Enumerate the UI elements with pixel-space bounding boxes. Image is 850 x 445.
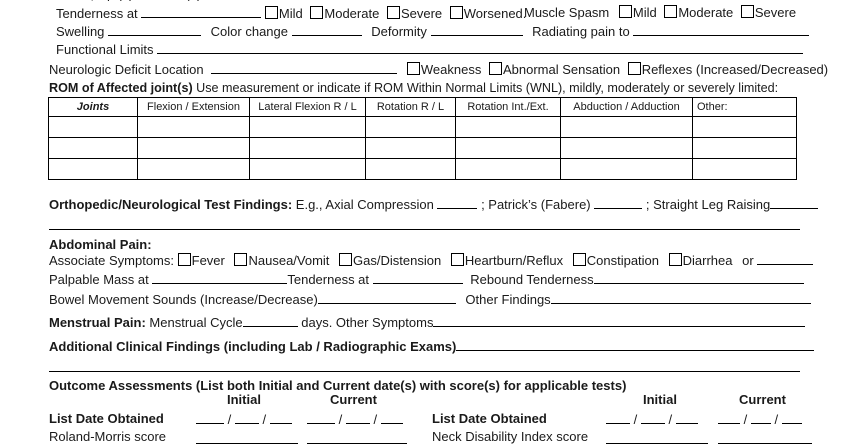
moderate-checkbox[interactable] <box>310 6 323 19</box>
table-cell[interactable] <box>49 159 138 180</box>
table-cell[interactable] <box>138 138 250 159</box>
tenderness-label: Tenderness at <box>56 6 138 21</box>
other-findings-label: Other Findings <box>465 292 551 307</box>
assoc-label: Associate Symptoms: <box>49 253 174 268</box>
ms-moderate-checkbox[interactable] <box>664 5 677 18</box>
additional-row <box>49 338 814 355</box>
current-label-2: Current <box>739 392 786 407</box>
ms-moderate-label: Moderate <box>678 5 734 20</box>
table-cell[interactable] <box>693 117 797 138</box>
patricks-field[interactable] <box>594 196 642 209</box>
table-cell[interactable] <box>456 138 561 159</box>
diarrhea-label: Diarrhea <box>682 253 733 268</box>
additional-field[interactable] <box>456 338 814 351</box>
fever-label: Fever <box>191 253 225 268</box>
table-cell[interactable] <box>561 159 693 180</box>
table-cell[interactable] <box>366 159 456 180</box>
diarrhea-checkbox[interactable] <box>669 253 682 266</box>
table-cell[interactable] <box>138 117 250 138</box>
other-findings-field[interactable] <box>551 291 811 304</box>
additional-title: Additional Clinical Findings (including Lab / Radiographic Exams) <box>49 339 457 354</box>
color-change-label: Color change <box>210 24 288 39</box>
rom-heading <box>49 80 778 96</box>
rebound-label: Rebound Tenderness <box>470 272 594 287</box>
current-date-field[interactable]: / / <box>307 411 403 428</box>
rom-title: ROM of Affected joint(s) <box>49 81 193 95</box>
list-date-label-2: List Date Obtained <box>432 411 547 426</box>
worsened-label: Worsened. <box>463 6 527 21</box>
menstrual-cycle-field[interactable] <box>243 314 298 327</box>
deformity-label: Deformity <box>371 24 427 39</box>
abnormal-sensation-label: Abnormal Sensation <box>502 62 621 77</box>
heartburn-checkbox[interactable] <box>451 253 464 266</box>
neuro-location-label: Neurologic Deficit Location <box>49 62 204 77</box>
bowel-label: Bowel Movement Sounds (Increase/Decrease) <box>49 292 318 307</box>
neuro-deficit-row <box>49 61 828 78</box>
radiating-pain-field[interactable] <box>633 23 809 36</box>
table-cell[interactable] <box>561 138 693 159</box>
swelling-row <box>56 23 809 40</box>
fever-checkbox[interactable] <box>178 253 191 266</box>
rom-header-row <box>49 98 797 117</box>
table-cell[interactable] <box>366 138 456 159</box>
patricks-label: ; Patrick’s (Fabere) <box>481 197 591 212</box>
abd-tenderness-field[interactable] <box>373 271 463 284</box>
muscle-spasm-label: Muscle Spasm <box>524 5 610 20</box>
additional-continuation-line[interactable] <box>49 371 800 372</box>
roland-initial-field[interactable] <box>196 431 298 444</box>
ms-severe-checkbox[interactable] <box>741 5 754 18</box>
col-rotation-int-ext: Rotation Int./Ext. <box>456 98 561 117</box>
swelling-label: Swelling <box>56 24 105 39</box>
functional-limits-field[interactable] <box>157 41 803 54</box>
outcome-title: Outcome Assessments (List both Initial and Current date(s) with score(s) for applicable tests) <box>49 378 627 393</box>
table-cell[interactable] <box>456 117 561 138</box>
muscle-spasm-row <box>524 5 796 21</box>
table-cell[interactable] <box>366 117 456 138</box>
table-cell[interactable] <box>456 159 561 180</box>
table-cell[interactable] <box>250 138 366 159</box>
table-cell[interactable] <box>49 117 138 138</box>
table-row <box>49 159 797 180</box>
current-label: Current <box>330 392 377 407</box>
current-date-field-2[interactable]: / / <box>718 411 802 428</box>
mild-label: Mild <box>278 6 303 21</box>
ortho-continuation-line[interactable] <box>49 229 800 230</box>
mild-checkbox[interactable] <box>265 6 278 19</box>
table-cell[interactable] <box>250 117 366 138</box>
worsened-checkbox[interactable] <box>450 6 463 19</box>
associate-symptoms-row <box>49 252 813 269</box>
ms-mild-label: Mild <box>632 5 657 20</box>
initial-label: Initial <box>227 392 261 407</box>
reflexes-checkbox[interactable] <box>628 62 641 75</box>
list-date-label: List Date Obtained <box>49 411 164 426</box>
axial-compression-label: E.g., Axial Compression <box>295 197 434 212</box>
col-other: Other: <box>693 98 797 117</box>
table-row <box>49 138 797 159</box>
initial-label-2: Initial <box>643 392 677 407</box>
palpable-row <box>49 271 804 288</box>
rom-table <box>48 97 797 180</box>
other-symptoms-field[interactable] <box>433 314 805 327</box>
abd-tenderness-label: Tenderness at <box>287 272 370 287</box>
bowel-field[interactable] <box>318 291 456 304</box>
moderate-label: Moderate <box>324 6 380 21</box>
table-cell[interactable] <box>561 117 693 138</box>
neck-label: Neck Disability Index score <box>432 429 589 444</box>
axial-compression-field[interactable] <box>437 196 477 209</box>
initial-date-field-2[interactable]: / / <box>606 411 698 428</box>
radiating-pain-label: Radiating pain to <box>532 24 630 39</box>
reflexes-label: Reflexes (Increased/Decreased) <box>641 62 829 77</box>
functional-limits-row <box>56 41 803 58</box>
neck-initial-field[interactable] <box>606 431 708 444</box>
heartburn-label: Heartburn/Reflux <box>464 253 564 268</box>
initial-date-field[interactable]: / / <box>196 411 292 428</box>
rom-instructions: Use measurement or indicate if ROM Within Normal Limits (WNL), mildly, moderately or severely limited: <box>196 81 779 95</box>
severe-label: Severe <box>400 6 443 21</box>
color-change-field[interactable] <box>292 23 362 36</box>
roland-label: Roland-Morris score <box>49 429 167 444</box>
abnormal-sensation-checkbox[interactable] <box>489 62 502 75</box>
table-cell[interactable] <box>693 138 797 159</box>
menstrual-row <box>49 314 805 331</box>
nausea-label: Nausea/Vomit <box>248 253 330 268</box>
col-lateral-flexion: Lateral Flexion R / L <box>250 98 366 117</box>
deformity-field[interactable] <box>431 23 523 36</box>
tenderness-row <box>56 5 526 22</box>
abdominal-title: Abdominal Pain: <box>49 237 152 252</box>
constipation-label: Constipation <box>586 253 660 268</box>
ms-severe-label: Severe <box>754 5 797 20</box>
ortho-row <box>49 196 818 213</box>
table-row <box>49 117 797 138</box>
slr-label: ; Straight Leg Raising <box>645 197 771 212</box>
days-label: days. Other Symptoms <box>301 315 434 330</box>
menstrual-title: Menstrual Pain: <box>49 315 146 330</box>
gas-label: Gas/Distension <box>353 253 442 268</box>
menstrual-cycle-label: Menstrual Cycle <box>149 315 243 330</box>
gas-checkbox[interactable] <box>339 253 352 266</box>
bowel-row <box>49 291 811 308</box>
palpable-mass-label: Palpable Mass at <box>49 272 149 287</box>
swelling-field[interactable] <box>108 23 201 36</box>
col-rotation-rl: Rotation R / L <box>366 98 456 117</box>
or-label: or <box>742 253 754 268</box>
ortho-title: Orthopedic/Neurological Test Findings: <box>49 197 293 212</box>
table-cell[interactable] <box>49 138 138 159</box>
cut-off-header <box>47 0 277 1</box>
constipation-checkbox[interactable] <box>573 253 586 266</box>
rebound-field[interactable] <box>594 271 804 284</box>
table-cell[interactable] <box>693 159 797 180</box>
col-joints: Joints <box>49 98 138 117</box>
neuro-location-field[interactable] <box>211 61 397 74</box>
table-cell[interactable] <box>250 159 366 180</box>
table-cell[interactable] <box>138 159 250 180</box>
col-abduction: Abduction / Adduction <box>561 98 693 117</box>
nausea-checkbox[interactable] <box>234 253 247 266</box>
slr-field[interactable] <box>770 196 818 209</box>
ms-mild-checkbox[interactable] <box>619 5 632 18</box>
col-flexion: Flexion / Extension <box>138 98 250 117</box>
neck-current-field[interactable] <box>718 431 812 444</box>
severe-checkbox[interactable] <box>387 6 400 19</box>
tenderness-location-field[interactable] <box>141 5 261 18</box>
weakness-checkbox[interactable] <box>407 62 420 75</box>
functional-limits-label: Functional Limits <box>56 42 154 57</box>
weakness-label: Weakness <box>420 62 482 77</box>
palpable-mass-field[interactable] <box>152 271 287 284</box>
other-symptom-field[interactable] <box>757 252 813 265</box>
roland-current-field[interactable] <box>307 431 407 444</box>
